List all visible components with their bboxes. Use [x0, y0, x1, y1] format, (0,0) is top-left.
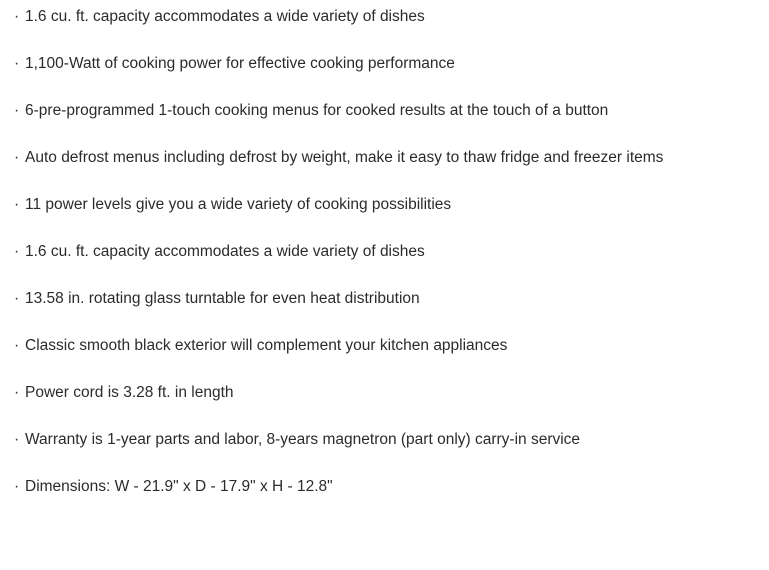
bullet-icon: ·	[14, 8, 20, 25]
bullet-icon: ·	[14, 290, 20, 307]
list-item-text: Classic smooth black exterior will complement your kitchen appliances	[25, 337, 508, 354]
list-item-text: 1.6 cu. ft. capacity accommodates a wide variety of dishes	[25, 8, 425, 25]
list-item-text: Dimensions: W - 21.9" x D - 17.9" x H - 12.8"	[25, 478, 333, 495]
list-item	[14, 53, 725, 75]
list-item-text: 13.58 in. rotating glass turntable for even heat distribution	[25, 290, 420, 307]
list-item-text: Power cord is 3.28 ft. in length	[25, 384, 234, 401]
list-item	[14, 288, 725, 310]
bullet-icon: ·	[14, 384, 20, 401]
list-item-text: 11 power levels give you a wide variety of cooking possibilities	[25, 196, 452, 213]
bullet-icon: ·	[14, 431, 20, 448]
list-item	[14, 194, 725, 216]
list-item-text: 6-pre-programmed 1-touch cooking menus for cooked results at the touch of a button	[25, 102, 609, 119]
list-item	[14, 241, 725, 263]
list-item-text: 1.6 cu. ft. capacity accommodates a wide variety of dishes	[25, 243, 425, 260]
list-item	[14, 6, 725, 28]
bullet-icon: ·	[14, 55, 20, 72]
bullet-icon: ·	[14, 102, 20, 119]
bullet-icon: ·	[14, 243, 20, 260]
bullet-icon: ·	[14, 478, 20, 495]
list-item	[14, 335, 725, 357]
list-item-text: 1,100-Watt of cooking power for effective cooking performance	[25, 55, 455, 72]
list-item	[14, 382, 725, 404]
bullet-icon: ·	[14, 337, 20, 354]
list-item	[14, 476, 725, 498]
bullet-icon: ·	[14, 149, 20, 166]
list-item	[14, 147, 725, 169]
list-item	[14, 429, 725, 451]
list-item-text: Auto defrost menus including defrost by weight, make it easy to thaw fridge and freezer items	[25, 149, 664, 166]
list-item-text: Warranty is 1-year parts and labor, 8-years magnetron (part only) carry-in service	[25, 431, 581, 448]
list-item	[14, 100, 725, 122]
bullet-icon: ·	[14, 196, 20, 213]
